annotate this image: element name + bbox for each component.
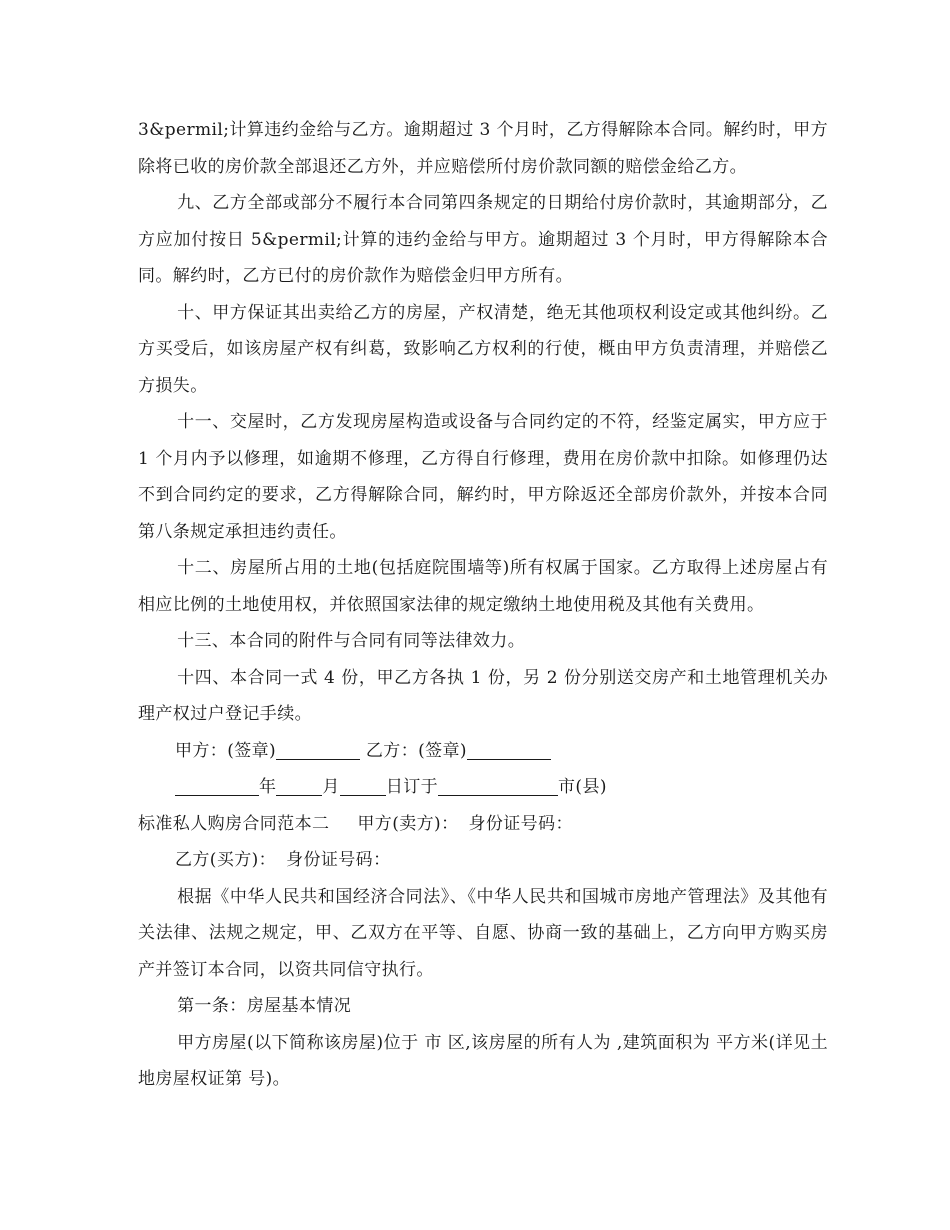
paragraph-article-9: 九、乙方全部或部分不履行本合同第四条规定的日期给付房价款时，其逾期部分，乙方应加付按日 5&permil;计算的违约金给与甲方。逾期超过 3 个月时，甲方得解除本合同。解约时，乙方已付的房价款作为赔偿金归甲方所有。 xyxy=(138,193,828,286)
buyer-line xyxy=(138,842,828,879)
day-blank xyxy=(340,775,386,796)
paragraph-article-13: 十三、本合同的附件与合同有同等法律效力。 xyxy=(177,631,526,651)
article-1-title: 第一条：房屋基本情况 xyxy=(177,996,352,1016)
paragraph-article-12: 十二、房屋所占用的土地(包括庭院围墙等)所有权属于国家。乙方取得上述房屋占有相应比例的土地使用权，并依照国家法律的规定缴纳土地使用税及其他有关费用。 xyxy=(138,558,828,615)
seller-label: 甲方(卖方)： xyxy=(357,813,459,834)
party-a-signature-blank xyxy=(276,739,360,760)
month-blank xyxy=(276,775,322,796)
month-label: 月 xyxy=(322,777,340,797)
paragraph-article-10: 十、甲方保证其出卖给乙方的房屋，产权清楚，绝无其他项权利设定或其他纠纷。乙方买受后，如该房屋产权有纠葛，致影响乙方权利的行使，概由甲方负责清理，并赔偿乙方损失。 xyxy=(138,302,828,396)
city-label: 市(县) xyxy=(558,777,607,797)
year-blank xyxy=(175,775,259,796)
contract-title: 标准私人购房合同范本二 xyxy=(138,813,330,834)
party-b-signature-blank xyxy=(467,739,551,760)
buyer-id-label: 身份证号码： xyxy=(286,850,391,870)
paragraph-article-14: 十四、本合同一式 4 份，甲乙方各执 1 份，另 2 份分别送交房产和土地管理机关办理产权过户登记手续。 xyxy=(138,667,828,724)
seller-id-label: 身份证号码： xyxy=(468,813,573,834)
date-place-line xyxy=(138,769,828,806)
party-a-signature-label: 甲方：(签章) xyxy=(175,740,277,761)
city-blank xyxy=(438,775,558,796)
paragraph-penalty-seller: 3&permil;计算违约金给与乙方。逾期超过 3 个月时，乙方得解除本合同。解约时，甲方除将已收的房价款全部退还乙方外，并应赔偿所付房价款同额的赔偿金给乙方。 xyxy=(138,120,828,177)
signature-line xyxy=(138,733,828,770)
document-body xyxy=(138,112,828,1098)
paragraph-article-11: 十一、交屋时，乙方发现房屋构造或设备与合同约定的不符，经鉴定属实，甲方应于 1 个月内予以修理，如逾期不修理，乙方得自行修理，费用在房价款中扣除。如修理仍达不到合同约定的要求，乙方得解除合同，解约时，甲方除返还全部房价款外，并按本合同第八条规定承担违约责任。 xyxy=(138,412,828,542)
paragraph-preamble: 根据《中华人民共和国经济合同法》、《中华人民共和国城市房地产管理法》及其他有关法律、法规之规定，甲、乙双方在平等、自愿、协商一致的基础上，乙方向甲方购买房产并签订本合同，以资共同信守执行。 xyxy=(138,886,828,980)
paragraph-article-1: 甲方房屋(以下简称该房屋)位于 市 区,该房屋的所有人为 ,建筑面积为 平方米(详见土地房屋权证第 号)。 xyxy=(138,1032,828,1089)
year-label: 年 xyxy=(259,777,277,797)
buyer-label: 乙方(买方)： xyxy=(175,850,277,870)
contract-title-line xyxy=(138,806,828,843)
day-place-label: 日订于 xyxy=(385,777,439,797)
party-b-signature-label: 乙方：(签章) xyxy=(365,740,467,761)
